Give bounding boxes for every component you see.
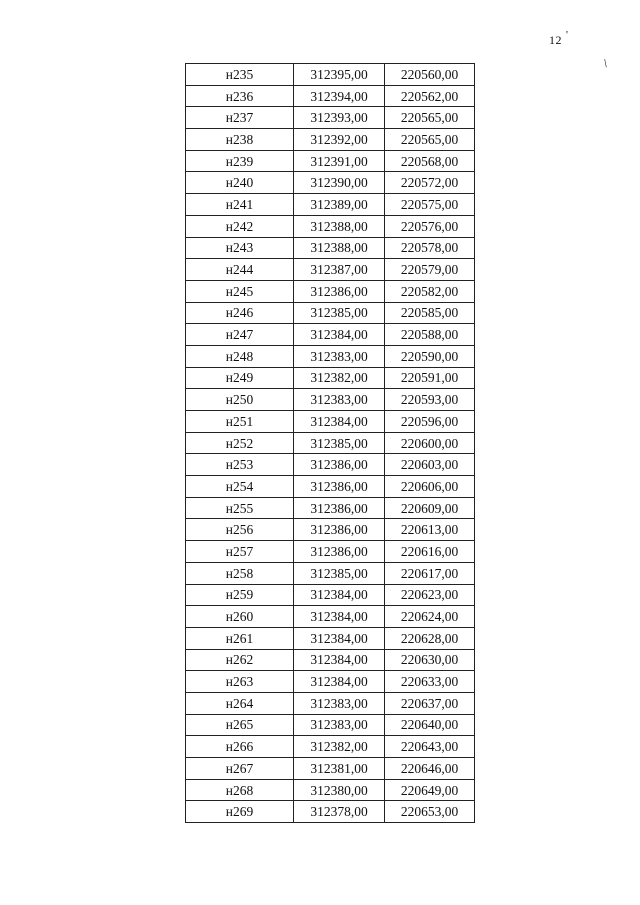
- point-id-cell: н259: [186, 584, 294, 606]
- coordinates-table-body: [186, 64, 475, 823]
- x-coordinate-cell: 312384,00: [294, 584, 385, 606]
- point-id-cell: н236: [186, 85, 294, 107]
- x-coordinate-cell: 312386,00: [294, 280, 385, 302]
- y-coordinate-cell: 220649,00: [385, 779, 475, 801]
- table-row: [186, 302, 475, 324]
- table-row: [186, 497, 475, 519]
- x-coordinate-cell: 312382,00: [294, 367, 385, 389]
- point-id-cell: н269: [186, 801, 294, 823]
- y-coordinate-cell: 220630,00: [385, 649, 475, 671]
- point-id-cell: н239: [186, 150, 294, 172]
- y-coordinate-cell: 220640,00: [385, 714, 475, 736]
- y-coordinate-cell: 220596,00: [385, 411, 475, 433]
- table-row: [186, 432, 475, 454]
- x-coordinate-cell: 312384,00: [294, 606, 385, 628]
- x-coordinate-cell: 312395,00: [294, 64, 385, 86]
- x-coordinate-cell: 312384,00: [294, 671, 385, 693]
- point-id-cell: н254: [186, 476, 294, 498]
- point-id-cell: н257: [186, 541, 294, 563]
- table-row: [186, 562, 475, 584]
- point-id-cell: н258: [186, 562, 294, 584]
- x-coordinate-cell: 312386,00: [294, 519, 385, 541]
- point-id-cell: н248: [186, 345, 294, 367]
- table-row: [186, 606, 475, 628]
- y-coordinate-cell: 220617,00: [385, 562, 475, 584]
- y-coordinate-cell: 220606,00: [385, 476, 475, 498]
- x-coordinate-cell: 312384,00: [294, 627, 385, 649]
- y-coordinate-cell: 220628,00: [385, 627, 475, 649]
- point-id-cell: н268: [186, 779, 294, 801]
- x-coordinate-cell: 312390,00: [294, 172, 385, 194]
- table-row: [186, 129, 475, 151]
- table-row: [186, 150, 475, 172]
- point-id-cell: н255: [186, 497, 294, 519]
- point-id-cell: н250: [186, 389, 294, 411]
- point-id-cell: н240: [186, 172, 294, 194]
- x-coordinate-cell: 312382,00: [294, 736, 385, 758]
- y-coordinate-cell: 220560,00: [385, 64, 475, 86]
- x-coordinate-cell: 312387,00: [294, 259, 385, 281]
- table-row: [186, 779, 475, 801]
- table-row: [186, 519, 475, 541]
- y-coordinate-cell: 220575,00: [385, 194, 475, 216]
- point-id-cell: н245: [186, 280, 294, 302]
- table-row: [186, 280, 475, 302]
- table-row: [186, 649, 475, 671]
- point-id-cell: н249: [186, 367, 294, 389]
- point-id-cell: н246: [186, 302, 294, 324]
- y-coordinate-cell: 220646,00: [385, 758, 475, 780]
- x-coordinate-cell: 312388,00: [294, 215, 385, 237]
- pen-mark: /: [600, 56, 611, 70]
- y-coordinate-cell: 220613,00: [385, 519, 475, 541]
- x-coordinate-cell: 312393,00: [294, 107, 385, 129]
- table-row: [186, 215, 475, 237]
- y-coordinate-cell: 220590,00: [385, 345, 475, 367]
- x-coordinate-cell: 312384,00: [294, 411, 385, 433]
- x-coordinate-cell: 312378,00: [294, 801, 385, 823]
- point-id-cell: н238: [186, 129, 294, 151]
- table-row: [186, 259, 475, 281]
- y-coordinate-cell: 220579,00: [385, 259, 475, 281]
- point-id-cell: н252: [186, 432, 294, 454]
- table-row: [186, 194, 475, 216]
- table-row: [186, 345, 475, 367]
- x-coordinate-cell: 312384,00: [294, 649, 385, 671]
- point-id-cell: н244: [186, 259, 294, 281]
- point-id-cell: н235: [186, 64, 294, 86]
- y-coordinate-cell: 220588,00: [385, 324, 475, 346]
- y-coordinate-cell: 220603,00: [385, 454, 475, 476]
- coordinates-table: [185, 63, 475, 823]
- x-coordinate-cell: 312386,00: [294, 497, 385, 519]
- point-id-cell: н264: [186, 692, 294, 714]
- y-coordinate-cell: 220565,00: [385, 107, 475, 129]
- table-row: [186, 454, 475, 476]
- y-coordinate-cell: 220624,00: [385, 606, 475, 628]
- page-number: 12: [549, 33, 562, 47]
- table-row: [186, 389, 475, 411]
- y-coordinate-cell: 220591,00: [385, 367, 475, 389]
- x-coordinate-cell: 312385,00: [294, 432, 385, 454]
- x-coordinate-cell: 312394,00: [294, 85, 385, 107]
- y-coordinate-cell: 220565,00: [385, 129, 475, 151]
- x-coordinate-cell: 312384,00: [294, 324, 385, 346]
- y-coordinate-cell: 220568,00: [385, 150, 475, 172]
- point-id-cell: н266: [186, 736, 294, 758]
- table-row: [186, 64, 475, 86]
- point-id-cell: н262: [186, 649, 294, 671]
- table-row: [186, 736, 475, 758]
- y-coordinate-cell: 220637,00: [385, 692, 475, 714]
- x-coordinate-cell: 312386,00: [294, 541, 385, 563]
- table-row: [186, 172, 475, 194]
- y-coordinate-cell: 220585,00: [385, 302, 475, 324]
- table-row: [186, 627, 475, 649]
- x-coordinate-cell: 312383,00: [294, 389, 385, 411]
- x-coordinate-cell: 312383,00: [294, 345, 385, 367]
- y-coordinate-cell: 220572,00: [385, 172, 475, 194]
- table-row: [186, 692, 475, 714]
- x-coordinate-cell: 312391,00: [294, 150, 385, 172]
- point-id-cell: н247: [186, 324, 294, 346]
- y-coordinate-cell: 220616,00: [385, 541, 475, 563]
- x-coordinate-cell: 312385,00: [294, 562, 385, 584]
- y-coordinate-cell: 220643,00: [385, 736, 475, 758]
- table-row: [186, 367, 475, 389]
- x-coordinate-cell: 312381,00: [294, 758, 385, 780]
- x-coordinate-cell: 312392,00: [294, 129, 385, 151]
- x-coordinate-cell: 312383,00: [294, 692, 385, 714]
- table-row: [186, 541, 475, 563]
- point-id-cell: н237: [186, 107, 294, 129]
- table-row: [186, 411, 475, 433]
- y-coordinate-cell: 220582,00: [385, 280, 475, 302]
- table-row: [186, 324, 475, 346]
- point-id-cell: н265: [186, 714, 294, 736]
- table-row: [186, 476, 475, 498]
- table-row: [186, 237, 475, 259]
- point-id-cell: н242: [186, 215, 294, 237]
- point-id-cell: н243: [186, 237, 294, 259]
- table-row: [186, 85, 475, 107]
- x-coordinate-cell: 312386,00: [294, 476, 385, 498]
- table-row: [186, 714, 475, 736]
- point-id-cell: н256: [186, 519, 294, 541]
- point-id-cell: н260: [186, 606, 294, 628]
- table-row: [186, 584, 475, 606]
- point-id-cell: н241: [186, 194, 294, 216]
- y-coordinate-cell: 220623,00: [385, 584, 475, 606]
- table-row: [186, 671, 475, 693]
- y-coordinate-cell: 220653,00: [385, 801, 475, 823]
- y-coordinate-cell: 220609,00: [385, 497, 475, 519]
- x-coordinate-cell: 312380,00: [294, 779, 385, 801]
- point-id-cell: н267: [186, 758, 294, 780]
- x-coordinate-cell: 312385,00: [294, 302, 385, 324]
- table-row: [186, 107, 475, 129]
- y-coordinate-cell: 220562,00: [385, 85, 475, 107]
- table-row: [186, 801, 475, 823]
- x-coordinate-cell: 312388,00: [294, 237, 385, 259]
- tick-mark: ': [566, 29, 568, 41]
- point-id-cell: н261: [186, 627, 294, 649]
- y-coordinate-cell: 220633,00: [385, 671, 475, 693]
- y-coordinate-cell: 220593,00: [385, 389, 475, 411]
- point-id-cell: н253: [186, 454, 294, 476]
- y-coordinate-cell: 220578,00: [385, 237, 475, 259]
- x-coordinate-cell: 312389,00: [294, 194, 385, 216]
- x-coordinate-cell: 312383,00: [294, 714, 385, 736]
- y-coordinate-cell: 220576,00: [385, 215, 475, 237]
- point-id-cell: н263: [186, 671, 294, 693]
- y-coordinate-cell: 220600,00: [385, 432, 475, 454]
- table-row: [186, 758, 475, 780]
- x-coordinate-cell: 312386,00: [294, 454, 385, 476]
- point-id-cell: н251: [186, 411, 294, 433]
